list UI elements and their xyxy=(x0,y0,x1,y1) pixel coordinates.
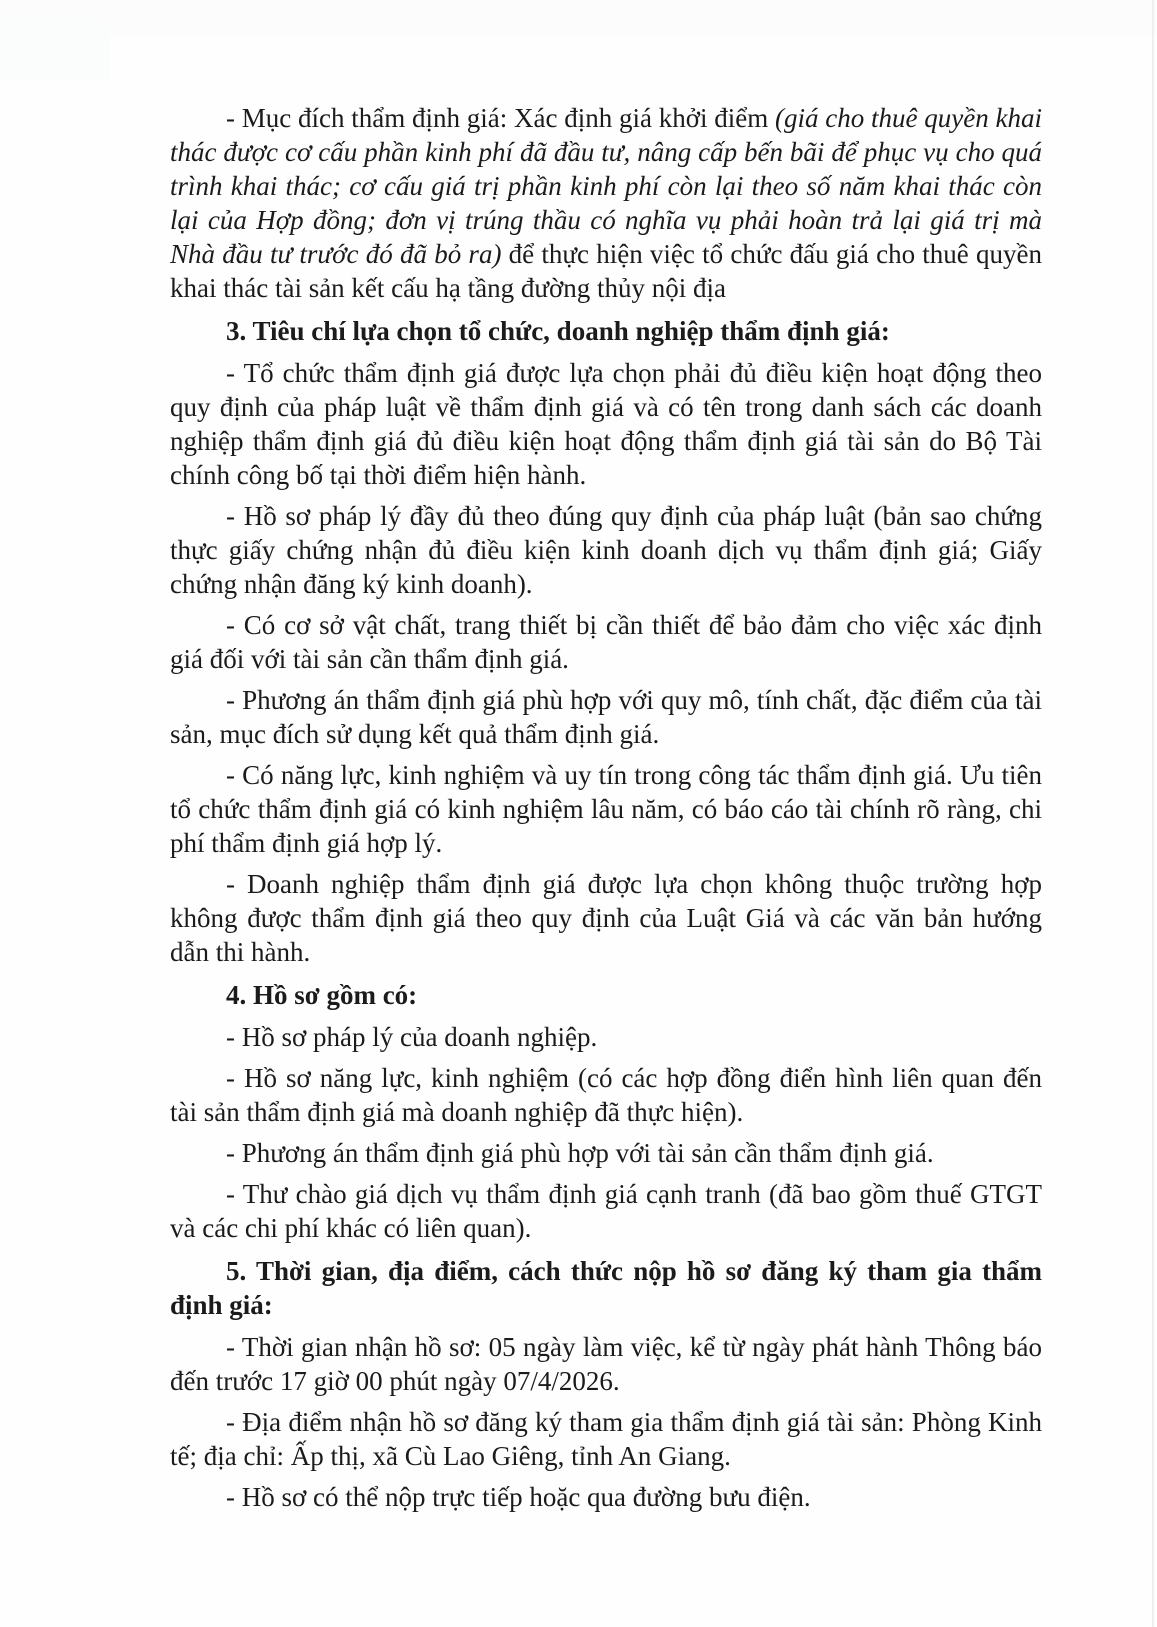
purpose-text-italic: (giá cho thuê quyền khai thác được cơ cấu phần kinh phí đã đầu tư, nâng cấp bến bãi để phục vụ cho quá trình khai thác; cơ cấu giá trị phần kinh phí còn lại theo số năm khai thác còn lại của Hợp đồng; đơn vị trúng thầu có nghĩa vụ phải hoàn trả lại giá trị mà Nhà đầu tư trước đó đã bỏ ra) xyxy=(170,103,1042,269)
purpose-paragraph xyxy=(170,101,1042,305)
section-4-item-capability-dossier: - Hồ sơ năng lực, kinh nghiệm (có các hợp đồng điển hình liên quan đến tài sản thẩm định giá mà doanh nghiệp đã thực hiện). xyxy=(170,1063,1042,1127)
section-4-heading: 4. Hồ sơ gồm có: xyxy=(226,980,418,1010)
section-4-item-method: - Phương án thẩm định giá phù hợp với tài sản cần thẩm định giá. xyxy=(226,1138,934,1168)
section-3-criterion-experience: - Có năng lực, kinh nghiệm và uy tín trong công tác thẩm định giá. Ưu tiên tổ chức thẩm định giá có kinh nghiệm lâu năm, có báo cáo tài chính rõ ràng, chi phí thẩm định giá hợp lý. xyxy=(170,760,1042,858)
purpose-text-end: để thực hiện việc tổ chức đấu giá cho thuê quyền khai thác tài sản kết cấu hạ tầng đường thủy nội địa xyxy=(170,239,1042,303)
section-4-item-quotation: - Thư chào giá dịch vụ thẩm định giá cạnh tranh (đã bao gồm thuế GTGT và các chi phí khác có liên quan). xyxy=(170,1179,1042,1243)
section-5-heading: 5. Thời gian, địa điểm, cách thức nộp hồ sơ đăng ký tham gia thẩm định giá: xyxy=(170,1256,1042,1320)
section-3-criterion-eligibility: - Tổ chức thẩm định giá được lựa chọn phải đủ điều kiện hoạt động theo quy định của pháp luật về thẩm định giá và có tên trong danh sách các doanh nghiệp thẩm định giá đủ điều kiện hoạt động thẩm định giá tài sản do Bộ Tài chính công bố tại thời điểm hiện hành. xyxy=(170,358,1042,490)
document-body xyxy=(170,101,1042,1521)
section-3-criterion-exclusion: - Doanh nghiệp thẩm định giá được lựa chọn không thuộc trường hợp không được thẩm định giá theo quy định của Luật Giá và các văn bản hướng dẫn thi hành. xyxy=(170,869,1042,967)
section-3-criterion-legal-dossier: - Hồ sơ pháp lý đầy đủ theo đúng quy định của pháp luật (bản sao chứng thực giấy chứng nhận đủ điều kiện kinh doanh dịch vụ thẩm định giá; Giấy chứng nhận đăng ký kinh doanh). xyxy=(170,501,1042,599)
section-4-item-legal-dossier: - Hồ sơ pháp lý của doanh nghiệp. xyxy=(226,1022,598,1052)
section-3-criterion-method: - Phương án thẩm định giá phù hợp với quy mô, tính chất, đặc điểm của tài sản, mục đích sử dụng kết quả thẩm định giá. xyxy=(170,685,1042,749)
section-5-item-submission-method: - Hồ sơ có thể nộp trực tiếp hoặc qua đường bưu điện. xyxy=(226,1482,811,1512)
section-5-item-location: - Địa điểm nhận hồ sơ đăng ký tham gia thẩm định giá tài sản: Phòng Kinh tế; địa chỉ: Ấp thị, xã Cù Lao Giêng, tỉnh An Giang. xyxy=(170,1407,1042,1471)
section-3-criterion-facilities: - Có cơ sở vật chất, trang thiết bị cần thiết để bảo đảm cho việc xác định giá đối với tài sản cần thẩm định giá. xyxy=(170,610,1042,674)
scan-artifact-corner-patch xyxy=(0,20,110,80)
scan-artifact-top-band xyxy=(0,0,1157,36)
section-3-heading: 3. Tiêu chí lựa chọn tổ chức, doanh nghiệp thẩm định giá: xyxy=(226,316,890,346)
purpose-text-start: - Mục đích thẩm định giá: Xác định giá khởi điểm xyxy=(226,103,776,133)
section-5-item-time: - Thời gian nhận hồ sơ: 05 ngày làm việc, kể từ ngày phát hành Thông báo đến trước 17 giờ 00 phút ngày 07/4/2026. xyxy=(170,1332,1042,1396)
scan-artifact-edge-line xyxy=(1152,0,1154,1627)
